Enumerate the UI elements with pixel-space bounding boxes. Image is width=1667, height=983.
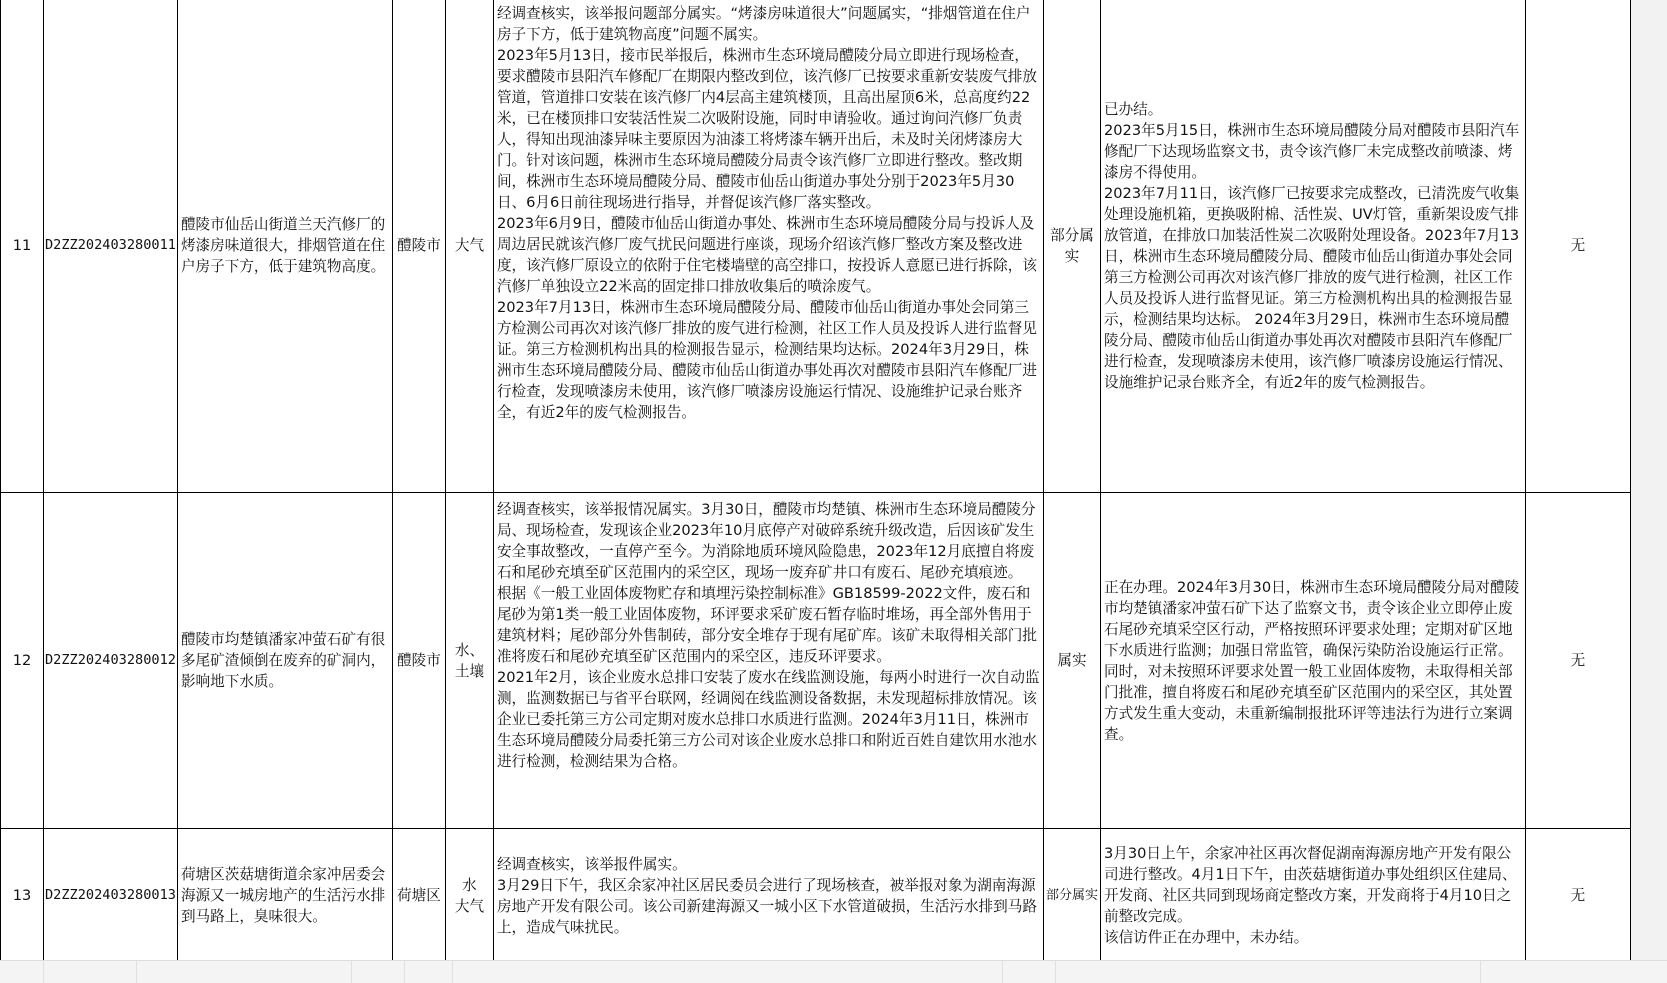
investigation-finding [493,493,1043,829]
empty-sheet-row [0,960,1667,983]
result-paragraph: 该信访件正在办理中，未办结。 [1103,929,1309,946]
result-paragraph: 2023年7月11日，该汽修厂已按要求完成整改，已清洗废气收集处理设施机箱，更换吸附棉、活性炭、UV灯管，重新架设废气排放管道，在排放口加装活性炭二次吸附处理设备。2023年7月13日，株洲市生态环境局醴陵分局、醴陵市仙岳山街道办事处会同第三方检测公司再次对该汽修厂排放的废气进行检测，社区工作人员及投诉人进行监督见证。第三方检测机构出具的检测报告显示，检测结果均达标。 2024年3月29日，株洲市生态环境局醴陵分局、醴陵市仙岳山街道办事处再次对醴陵市县阳汽车修配厂进行检查，发现喷漆房未使用，该汽修厂喷漆房设施运行情况、设施维护记录台账齐全，有近2年的废气检测报告。 [1103,184,1520,391]
result-paragraph: 已办结。 [1103,100,1163,118]
verdict: 部分属实 [1043,0,1100,493]
row-number: 13 [1,829,44,963]
handling-result [1100,493,1525,829]
finding-paragraph: 2021年2月，该企业废水总排口安装了废水在线监测设施，每两小时进行一次自动监测，监测数据已与省平台联网，经调阅在线监测设备数据，未发现超标排放情况。该企业已委托第三方公司定期对废水总排口水质进行监测。2024年3月11日，株洲市生态环境局醴陵分局委托第三方公司对该企业废水总排口和附近百姓自建饮用水池水进行检测，检测结果为合格。 [496,669,1040,770]
finding-paragraph: 经调查核实，该举报问题部分属实。“烤漆房味道很大”问题属实，“排烟管道在住户房子下方，低于建筑物高度”问题不属实。 [496,5,1031,43]
case-id: D2ZZ202403280011 [44,0,178,493]
result-paragraph: 2023年5月15日，株洲市生态环境局醴陵分局对醴陵市县阳汽车修配厂下达现场监察文书，责令该汽修厂未完成整改前喷漆、烤漆房不得使用。 [1103,121,1520,181]
verdict: 部分属实 [1043,829,1100,963]
accountability: 无 [1525,0,1630,493]
finding-paragraph: 经调查核实，该举报情况属实。3月30日，醴陵市均楚镇、株洲市生态环境局醴陵分局、现场检查，发现该企业2023年10月底停产对破碎系统升级改造，后因该矿发生安全事故整改，一直停产至今。为消除地质环境风险隐患，2023年12月底擅自将废石和尾砂充填至矿区范围内的采空区，现场一废弃矿井口有废石、尾砂充填痕迹。 [496,501,1036,581]
finding-paragraph: 经调查核实，该举报件属实。 [496,855,687,873]
table-row [1,829,1631,963]
pollution-type: 大气 [445,0,493,493]
complaint-content: 醴陵市均楚镇潘家冲萤石矿有很多尾矿渣倾倒在废弃的矿洞内，影响地下水质。 [177,493,392,829]
finding-paragraph: 2023年7月13日，株洲市生态环境局醴陵分局、醴陵市仙岳山街道办事处会同第三方检测公司再次对该汽修厂排放的废气进行检测，社区工作人员及投诉人进行监督见证。第三方检测机构出具的检测报告显示，检测结果均达标。2024年3月29日，株洲市生态环境局醴陵分局、醴陵市仙岳山街道办事处再次对醴陵市县阳汽车修配厂进行检查，发现喷漆房未使用，该汽修厂喷漆房设施运行情况、设施维护记录台账齐全，有近2年的废气检测报告。 [496,299,1037,421]
row-number: 12 [1,493,44,829]
case-id: D2ZZ202403280012 [44,493,178,829]
result-paragraph: 3月30日上午，余家冲社区再次督促湖南海源房地产开发有限公司进行整改。4月1日下午，由茨菇塘街道办事处组织区住建局、开发商、社区共同到现场商定整改方案，开发商将于4月10日之前整改完成。 [1103,845,1517,925]
case-id: D2ZZ202403280013 [44,829,178,963]
district: 醴陵市 [392,0,445,493]
accountability: 无 [1525,493,1630,829]
investigation-finding [493,829,1043,963]
table-row [1,493,1631,829]
complaint-content: 荷塘区茨菇塘街道余家冲居委会海源又一城房地产的生活污水排到马路上，臭味很大。 [177,829,392,963]
finding-paragraph: 3月29日下午，我区余家冲社区居民委员会进行了现场核查，被举报对象为湖南海源房地产开发有限公司。该公司新建海源又一城小区下水管道破损，生活污水排到马路上，造成气味扰民。 [496,876,1037,936]
handling-result [1100,0,1525,493]
finding-paragraph: 2023年6月9日，醴陵市仙岳山街道办事处、株洲市生态环境局醴陵分局与投诉人及周边居民就该汽修厂废气扰民问题进行座谈，现场介绍该汽修厂整改方案及整改进度，该汽修厂原设立的依附于住宅楼墙壁的高空排口，按投诉人意愿已进行拆除，该汽修厂单独设立22米高的固定排口排放收集后的喷涂废气。 [496,215,1037,295]
row-number: 11 [1,0,44,493]
pollution-type: 水、土壤 [445,493,493,829]
handling-result [1100,829,1525,963]
finding-paragraph: 2023年5月13日，接市民举报后，株洲市生态环境局醴陵分局立即进行现场检查，要求醴陵市县阳汽车修配厂在期限内整改到位，该汽修厂已按要求重新安装废气排放管道，管道排口安装在该汽修厂内4层高主建筑楼顶，且高出屋顶6米，总高度约22米，已在楼顶排口安装活性炭二次吸附设施，同时申请验收。通过询问汽修厂负责人，得知出现油漆异味主要原因为油漆工将烤漆车辆开出后，未及时关闭烤漆房大门。针对该问题，株洲市生态环境局醴陵分局责令该汽修厂立即进行整改。整改期间，株洲市生态环境局醴陵分局、醴陵市仙岳山街道办事处分别于2023年5月30日、6月6日前往现场进行指导，并督促该汽修厂落实整改。 [496,47,1037,211]
complaint-content: 醴陵市仙岳山街道兰天汽修厂的烤漆房味道很大，排烟管道在住户房子下方，低于建筑物高度。 [177,0,392,493]
table-row [1,0,1631,493]
district: 荷塘区 [392,829,445,963]
verdict: 属实 [1043,493,1100,829]
accountability: 无 [1525,829,1630,963]
finding-paragraph: 根据《一般工业固体废物贮存和填埋污染控制标准》GB18599-2022文件，废石和尾砂为第1类一般工业固体废物，环评要求采矿废石暂存临时堆场，再全部外售用于建筑材料；尾砂部分外售制砖，部分安全堆存于现有尾矿库。该矿未取得相关部门批准将废石和尾砂充填至矿区范围内的采空区，违反环评要求。 [496,585,1037,665]
pollution-type: 水 大气 [445,829,493,963]
result-paragraph: 正在办理。2024年3月30日，株洲市生态环境局醴陵分局对醴陵市均楚镇潘家冲萤石矿下达了监察文书，责令该企业立即停止废石尾砂充填采空区行动，严格按照环评要求处理；定期对矿区地下水质进行监测；加强日常监管，确保污染防治设施运行正常。同时，对未按照环评要求处置一般工业固体废物，未取得相关部门批准，擅自将废石和尾砂充填至矿区范围内的采空区，其处置方式发生重大变动，未重新编制报批环评等违法行为进行立案调查。 [1103,578,1520,743]
investigation-finding [493,0,1043,493]
district: 醴陵市 [392,493,445,829]
